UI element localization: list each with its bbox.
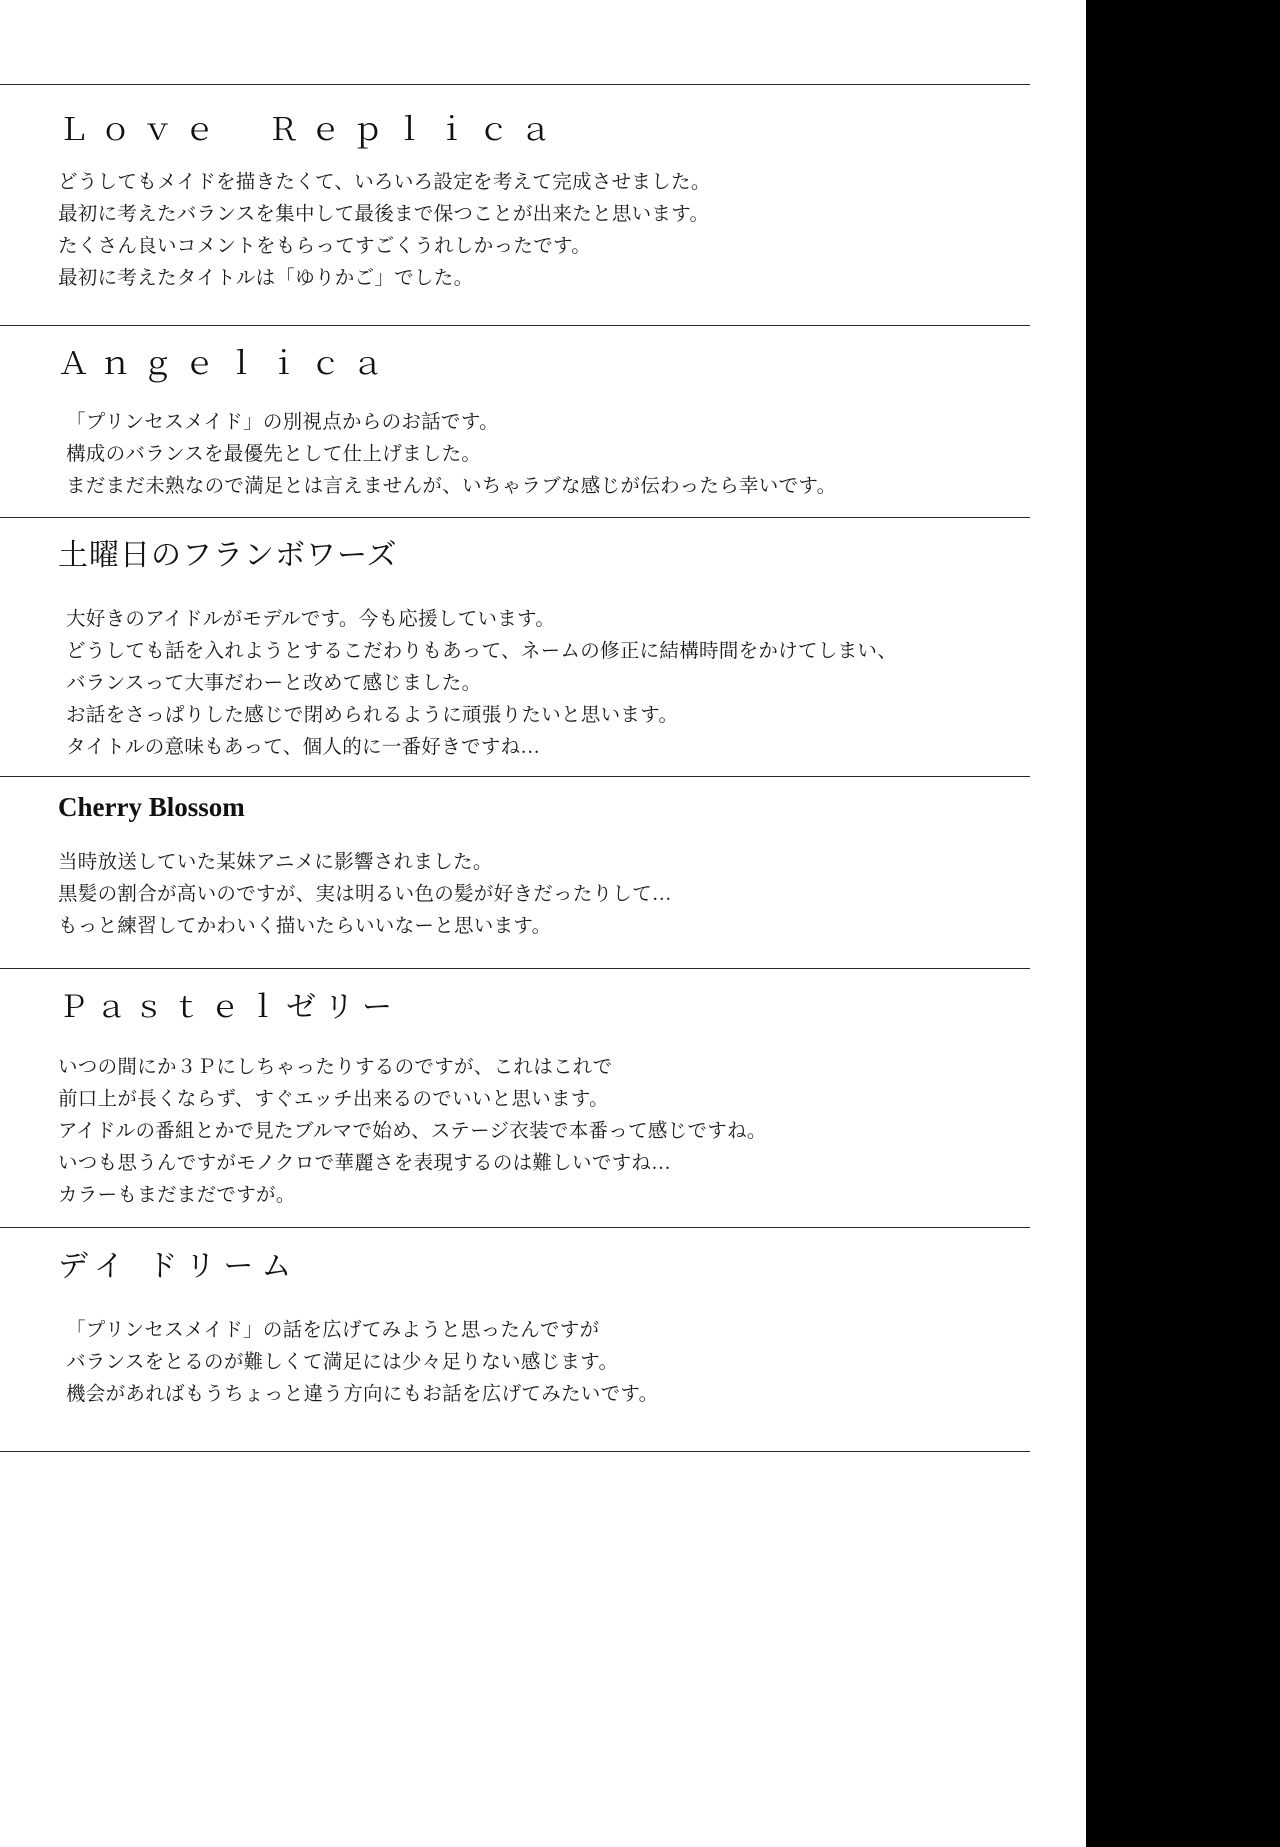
body-line: お話をさっぱりした感じで閉められるように頑張りたいと思います。 (66, 705, 679, 726)
body-line: たくさん良いコメントをもらってすごくうれしかったです。 (58, 236, 592, 257)
body-line: 黒髪の割合が高いのですが、実は明るい色の髪が好きだったりして… (58, 884, 672, 905)
body-line: カラーもまだまだですが。 (58, 1185, 296, 1206)
body-line: 当時放送していた某妹アニメに影響されました。 (58, 852, 493, 873)
body-line: 最初に考えたバランスを集中して最後まで保つことが出来たと思います。 (58, 204, 710, 225)
divider-rule (0, 1227, 1030, 1228)
divider-rule (0, 1451, 1030, 1452)
body-line: もっと練習してかわいく描いたらいいなーと思います。 (58, 916, 552, 937)
body-line: 大好きのアイドルがモデルです。今も応援しています。 (66, 609, 556, 630)
section-body (66, 407, 1018, 503)
body-line: バランスをとるのが難しくて満足には少々足りない感じます。 (66, 1352, 619, 1373)
section-body (58, 847, 1018, 943)
body-line: 機会があればもうちょっと違う方向にもお話を広げてみたいです。 (66, 1384, 659, 1405)
section-title: Ａｎｇｅｌｉｃａ (58, 346, 394, 381)
section-title: Ｌｏｖｅ Ｒｅｐｌｉｃａ (58, 112, 562, 147)
section-title: 土曜日のフランボワーズ (58, 539, 398, 572)
section-body (58, 167, 1018, 295)
body-line: タイトルの意味もあって、個人的に一番好きですね… (66, 737, 541, 758)
section-title: Ｐａｓｔｅｌゼリー (58, 991, 400, 1024)
divider-rule (0, 968, 1030, 969)
divider-rule (0, 84, 1030, 85)
body-line: バランスって大事だわーと改めて感じました。 (66, 673, 482, 694)
section-body (58, 1052, 1018, 1212)
body-line: まだまだ未熟なので満足とは言えませんが、いちゃラブな感じが伝わったら幸いです。 (66, 476, 837, 497)
section-title: デイ ドリーム (58, 1250, 300, 1283)
body-line: アイドルの番組とかで見たブルマで始め、ステージ衣装で本番って感じですね。 (58, 1121, 767, 1142)
body-line: 前口上が長くならず、すぐエッチ出来るのでいいと思います。 (58, 1089, 609, 1110)
body-line: 構成のバランスを最優先として仕上げました。 (66, 444, 482, 465)
section-angelica (58, 338, 1018, 503)
body-line: いつの間にか３Ｐにしちゃったりするのですが、これはこれで (58, 1057, 613, 1078)
section-love-replica (58, 104, 1018, 295)
divider-rule (0, 776, 1030, 777)
body-line: どうしても話を入れようとするこだわりもあって、ネームの修正に結構時間をかけてしまい、 (66, 641, 898, 662)
body-line: 最初に考えたタイトルは「ゆりかご」でした。 (58, 268, 474, 289)
section-title: Cherry Blossom (58, 792, 245, 822)
body-line: 「プリンセスメイド」の話を広げてみようと思ったんですが (66, 1320, 600, 1341)
section-pastel-jelly (58, 982, 1018, 1212)
body-line: 「プリンセスメイド」の別視点からのお話です。 (66, 412, 499, 433)
body-line: どうしてもメイドを描きたくて、いろいろ設定を考えて完成させました。 (58, 172, 711, 193)
divider-rule (0, 325, 1030, 326)
section-body (66, 1315, 1018, 1411)
section-cherry-blossom (58, 792, 1018, 943)
section-saturday-framboise (58, 530, 1018, 764)
section-body (66, 604, 1018, 764)
section-daydream (58, 1241, 1018, 1411)
page-gutter (1086, 0, 1280, 1847)
divider-rule (0, 517, 1030, 518)
body-line: いつも思うんですがモノクロで華麗さを表現するのは難しいですね… (58, 1153, 672, 1174)
